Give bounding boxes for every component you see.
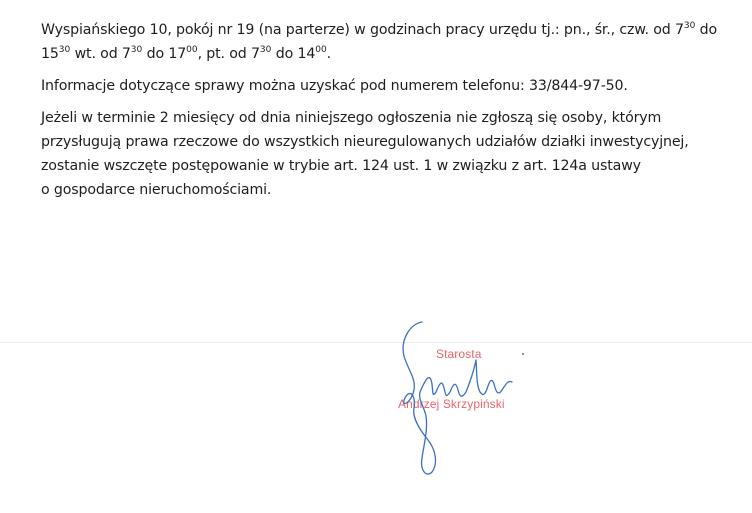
office-hours-text-4: wt. od 7 xyxy=(70,46,131,62)
scan-fold-line xyxy=(0,342,752,343)
office-hours-paragraph xyxy=(41,18,731,66)
office-hours-text-3: 15 xyxy=(41,46,59,62)
signature-squiggle xyxy=(420,360,512,396)
office-hours-sup-3: 30 xyxy=(130,45,143,55)
announcement-body xyxy=(41,18,731,202)
office-hours-sup-1: 30 xyxy=(683,21,696,31)
office-hours-sup-4: 00 xyxy=(186,45,198,55)
deadline-paragraph xyxy=(41,106,731,202)
office-hours-sup-6: 00 xyxy=(315,45,327,55)
office-hours-text-6: , pt. od 7 xyxy=(197,46,260,62)
office-hours-sup-2: 30 xyxy=(58,45,71,55)
signature-main-loop xyxy=(403,322,435,474)
office-hours-text-1: Wyspiańskiego 10, pokój nr 19 (na parterze) w godzinach pracy urzędu tj.: pn., śr., czw. od 7 xyxy=(41,22,684,38)
phone-info-paragraph: Informacje dotyczące sprawy można uzyskać pod numerem telefonu: 33/844-97-50. xyxy=(41,78,628,94)
handwritten-signature xyxy=(380,312,530,482)
office-hours-sup-5: 30 xyxy=(259,45,272,55)
office-hours-text-7: do 14 xyxy=(271,46,316,62)
office-hours-text-2: do xyxy=(695,22,718,38)
deadline-line-2: przysługują prawa rzeczowe do wszystkich nieuregulowanych udziałów działki inwestycyjnej, xyxy=(41,134,689,150)
office-hours-text-5: do 17 xyxy=(142,46,187,62)
stamp-title: Starosta xyxy=(436,347,482,361)
office-hours-text-8: . xyxy=(326,46,332,62)
deadline-line-4: o gospodarce nieruchomościami. xyxy=(41,182,272,198)
deadline-line-1: Jeżeli w terminie 2 miesięcy od dnia niniejszego ogłoszenia nie zgłoszą się osoby, którym xyxy=(41,110,662,126)
stamp-name: Andrzej Skrzypiński xyxy=(398,397,505,411)
deadline-line-3: zostanie wszczęte postępowanie w trybie art. 124 ust. 1 w związku z art. 124a ustawy xyxy=(41,158,641,174)
